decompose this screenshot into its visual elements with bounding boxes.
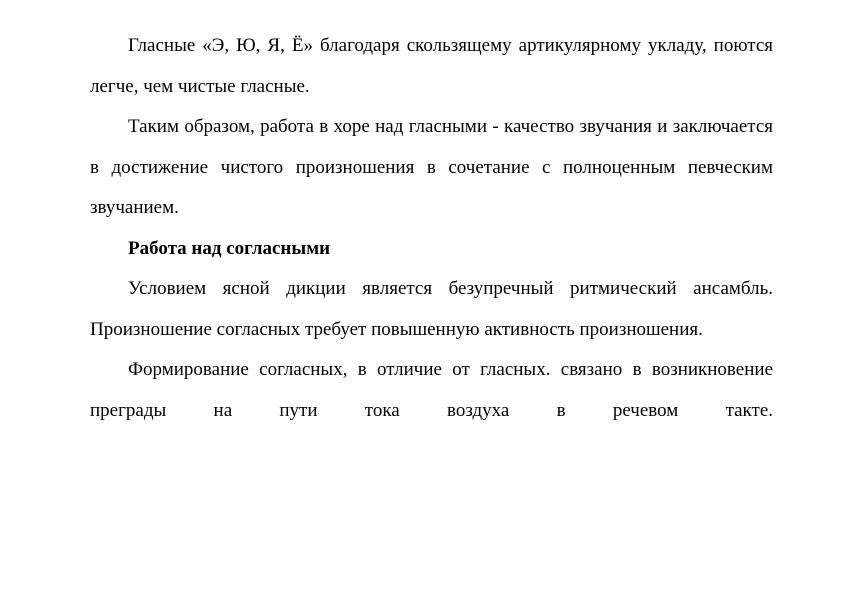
paragraph-diction: Условием ясной дикции является безупречный ритмический ансамбль. Произношение согласных требует повышенную активность произношения. bbox=[90, 278, 773, 340]
paragraph-vowels-summary: Таким образом, работа в хоре над гласными - качество звучания и заключается в достижение чистого произношения в сочетание с полноценным певческим звучанием. bbox=[90, 116, 773, 218]
document-body bbox=[90, 26, 773, 431]
paragraph-vowels-gliding: Гласные «Э, Ю, Я, Ё» благодаря скользящему артикулярному укладу, поются легче, чем чистые гласные. bbox=[90, 35, 773, 97]
section-heading-consonants: Работа над согласными bbox=[128, 237, 331, 259]
paragraph-consonant-formation: Формирование согласных, в отличие от гласных. связано в возникновение преграды на пути тока воздуха в речевом такте. bbox=[90, 359, 773, 421]
